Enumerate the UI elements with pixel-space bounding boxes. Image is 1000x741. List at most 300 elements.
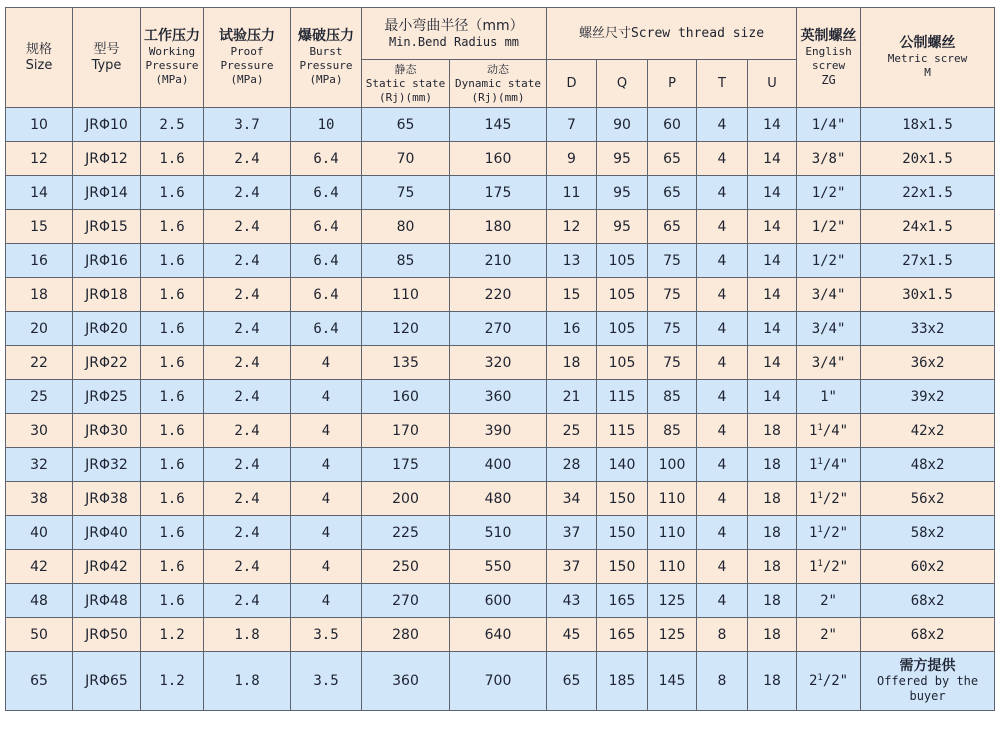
- cell-working: 1.6: [141, 210, 204, 244]
- cell-proof: 1.8: [204, 618, 291, 652]
- cell-burst: 6.4: [291, 278, 362, 312]
- cell-dynamic: 640: [450, 618, 547, 652]
- cell-type: JRΦ18: [73, 278, 141, 312]
- cell-dynamic: 320: [450, 346, 547, 380]
- cell-U: 18: [748, 414, 797, 448]
- cell-D: 12: [547, 210, 597, 244]
- cell-working: 1.2: [141, 652, 204, 711]
- header-bend-radius: [362, 8, 547, 60]
- cell-metric: 68x2: [861, 618, 995, 652]
- cell-english: $1^1/4$": [797, 414, 861, 448]
- cell-D: 65: [547, 652, 597, 711]
- cell-T: 8: [697, 618, 748, 652]
- cell-type: JRΦ12: [73, 142, 141, 176]
- cell-dynamic: 360: [450, 380, 547, 414]
- table-row: [6, 244, 995, 278]
- cell-size: 18: [6, 278, 73, 312]
- header-U: U: [748, 60, 797, 108]
- cell-U: 18: [748, 652, 797, 711]
- cell-static: 200: [362, 482, 450, 516]
- cell-type: JRΦ48: [73, 584, 141, 618]
- cell-Q: 140: [597, 448, 648, 482]
- cell-dynamic: 210: [450, 244, 547, 278]
- cell-T: 4: [697, 482, 748, 516]
- cell-type: JRΦ22: [73, 346, 141, 380]
- cell-dynamic: 145: [450, 108, 547, 142]
- cell-P: 65: [648, 176, 697, 210]
- header-size: [6, 8, 73, 108]
- cell-metric: 30x1.5: [861, 278, 995, 312]
- cell-type: JRΦ42: [73, 550, 141, 584]
- cell-U: 14: [748, 346, 797, 380]
- cell-U: 18: [748, 516, 797, 550]
- cell-proof: 2.4: [204, 142, 291, 176]
- cell-D: 18: [547, 346, 597, 380]
- cell-T: 4: [697, 142, 748, 176]
- cell-metric: 58x2: [861, 516, 995, 550]
- cell-size: 20: [6, 312, 73, 346]
- cell-P: 125: [648, 584, 697, 618]
- cell-burst: 4: [291, 448, 362, 482]
- cell-english: 1/2": [797, 210, 861, 244]
- cell-P: 75: [648, 278, 697, 312]
- cell-U: 14: [748, 380, 797, 414]
- cell-dynamic: 220: [450, 278, 547, 312]
- cell-working: 1.6: [141, 414, 204, 448]
- cell-metric: 68x2: [861, 584, 995, 618]
- cell-size: 16: [6, 244, 73, 278]
- cell-Q: 185: [597, 652, 648, 711]
- cell-size: 50: [6, 618, 73, 652]
- cell-english: 2": [797, 618, 861, 652]
- cell-type: JRΦ10: [73, 108, 141, 142]
- header-size-en: Size: [25, 57, 53, 73]
- cell-type: JRΦ20: [73, 312, 141, 346]
- cell-type: JRΦ40: [73, 516, 141, 550]
- cell-T: 4: [697, 380, 748, 414]
- cell-P: 65: [648, 142, 697, 176]
- cell-dynamic: 270: [450, 312, 547, 346]
- header-working-en1: Working: [148, 45, 196, 58]
- cell-proof: 2.4: [204, 210, 291, 244]
- cell-burst: 4: [291, 380, 362, 414]
- cell-Q: 165: [597, 618, 648, 652]
- header-metric-code: M: [924, 66, 931, 79]
- cell-working: 1.6: [141, 550, 204, 584]
- cell-metric: 39x2: [861, 380, 995, 414]
- cell-D: 21: [547, 380, 597, 414]
- cell-P: 110: [648, 550, 697, 584]
- cell-D: 25: [547, 414, 597, 448]
- cell-Q: 115: [597, 380, 648, 414]
- cell-burst: 6.4: [291, 142, 362, 176]
- cell-working: 1.6: [141, 380, 204, 414]
- cell-size: 12: [6, 142, 73, 176]
- cell-type: JRΦ16: [73, 244, 141, 278]
- header-dynamic-unit: (Rj)(mm): [471, 90, 525, 104]
- cell-metric: 27x1.5: [861, 244, 995, 278]
- cell-working: 1.6: [141, 482, 204, 516]
- cell-proof: 2.4: [204, 346, 291, 380]
- header-type: [73, 8, 141, 108]
- cell-working: 1.6: [141, 346, 204, 380]
- cell-english: $2^1/2$": [797, 652, 861, 711]
- cell-dynamic: 510: [450, 516, 547, 550]
- cell-burst: 6.4: [291, 176, 362, 210]
- cell-P: 75: [648, 312, 697, 346]
- header-proof-unit: (MPa): [230, 73, 264, 86]
- cell-U: 14: [748, 244, 797, 278]
- cell-P: 60: [648, 108, 697, 142]
- cell-metric: 24x1.5: [861, 210, 995, 244]
- cell-T: 4: [697, 346, 748, 380]
- cell-working: 1.2: [141, 618, 204, 652]
- cell-burst: 4: [291, 584, 362, 618]
- cell-metric: 56x2: [861, 482, 995, 516]
- cell-P: 85: [648, 380, 697, 414]
- table-row: [6, 176, 995, 210]
- cell-metric: 48x2: [861, 448, 995, 482]
- cell-Q: 95: [597, 210, 648, 244]
- cell-english: 1/2": [797, 176, 861, 210]
- cell-static: 160: [362, 380, 450, 414]
- header-burst-en1: Burst: [309, 45, 343, 58]
- header-dynamic-cn: 动态: [487, 62, 509, 76]
- header-screw-thread: [547, 8, 797, 60]
- cell-U: 18: [748, 448, 797, 482]
- cell-D: 9: [547, 142, 597, 176]
- cell-proof: 2.4: [204, 278, 291, 312]
- cell-static: 135: [362, 346, 450, 380]
- header-static-en: Static state: [365, 76, 446, 90]
- cell-type: JRΦ65: [73, 652, 141, 711]
- table-row: [6, 312, 995, 346]
- cell-size: 48: [6, 584, 73, 618]
- cell-T: 4: [697, 414, 748, 448]
- table-row: [6, 380, 995, 414]
- cell-burst: 4: [291, 346, 362, 380]
- cell-metric: 36x2: [861, 346, 995, 380]
- cell-static: 250: [362, 550, 450, 584]
- cell-proof: 2.4: [204, 380, 291, 414]
- header-P: P: [648, 60, 697, 108]
- cell-dynamic: 550: [450, 550, 547, 584]
- header-screw-label: 螺丝尺寸Screw thread size: [578, 26, 765, 41]
- cell-D: 43: [547, 584, 597, 618]
- cell-type: JRΦ50: [73, 618, 141, 652]
- header-bend-en: Min.Bend Radius mm: [388, 34, 520, 49]
- cell-proof: 2.4: [204, 584, 291, 618]
- cell-P: 110: [648, 482, 697, 516]
- cell-metric: 18x1.5: [861, 108, 995, 142]
- cell-english: $1^1/4$": [797, 448, 861, 482]
- cell-type: JRΦ30: [73, 414, 141, 448]
- cell-dynamic: 700: [450, 652, 547, 711]
- cell-Q: 105: [597, 312, 648, 346]
- cell-burst: 6.4: [291, 312, 362, 346]
- cell-static: 70: [362, 142, 450, 176]
- cell-D: 15: [547, 278, 597, 312]
- cell-burst: 4: [291, 516, 362, 550]
- cell-D: 11: [547, 176, 597, 210]
- cell-working: 2.5: [141, 108, 204, 142]
- cell-T: 4: [697, 584, 748, 618]
- cell-static: 175: [362, 448, 450, 482]
- cell-U: 14: [748, 210, 797, 244]
- cell-proof: 3.7: [204, 108, 291, 142]
- cell-working: 1.6: [141, 142, 204, 176]
- table-row: [6, 516, 995, 550]
- header-static-cn: 静态: [394, 62, 417, 76]
- header-proof-en2: Pressure: [220, 59, 274, 72]
- cell-static: 280: [362, 618, 450, 652]
- table-row: [6, 618, 995, 652]
- header-working-unit: (MPa): [155, 73, 189, 86]
- cell-dynamic: 400: [450, 448, 547, 482]
- header-english-code: ZG: [821, 73, 836, 87]
- cell-Q: 150: [597, 482, 648, 516]
- cell-Q: 165: [597, 584, 648, 618]
- cell-D: 7: [547, 108, 597, 142]
- cell-metric: 22x1.5: [861, 176, 995, 210]
- cell-size: 38: [6, 482, 73, 516]
- cell-proof: 2.4: [204, 414, 291, 448]
- header-type-en: Type: [91, 57, 122, 73]
- cell-static: 110: [362, 278, 450, 312]
- cell-working: 1.6: [141, 584, 204, 618]
- header-english-en1: English: [805, 45, 852, 58]
- cell-size: 22: [6, 346, 73, 380]
- cell-T: 4: [697, 278, 748, 312]
- cell-D: 37: [547, 550, 597, 584]
- cell-P: 100: [648, 448, 697, 482]
- cell-size: 32: [6, 448, 73, 482]
- cell-static: 270: [362, 584, 450, 618]
- cell-T: 4: [697, 550, 748, 584]
- header-T: T: [697, 60, 748, 108]
- cell-proof: 2.4: [204, 312, 291, 346]
- cell-english: 1/4": [797, 108, 861, 142]
- cell-size: 42: [6, 550, 73, 584]
- cell-D: 16: [547, 312, 597, 346]
- cell-P: 65: [648, 210, 697, 244]
- cell-Q: 95: [597, 176, 648, 210]
- cell-type: JRΦ38: [73, 482, 141, 516]
- cell-proof: 2.4: [204, 550, 291, 584]
- cell-english: 1": [797, 380, 861, 414]
- cell-P: 75: [648, 244, 697, 278]
- table-row: [6, 550, 995, 584]
- header-english-cn: 英制螺丝: [800, 28, 857, 44]
- cell-english: 3/4": [797, 278, 861, 312]
- table-header: [6, 8, 995, 108]
- cell-english: 2": [797, 584, 861, 618]
- cell-metric: 42x2: [861, 414, 995, 448]
- table-row: [6, 448, 995, 482]
- cell-P: 145: [648, 652, 697, 711]
- cell-burst: 6.4: [291, 244, 362, 278]
- cell-size: 30: [6, 414, 73, 448]
- cell-working: 1.6: [141, 176, 204, 210]
- header-proof-cn: 试验压力: [219, 28, 275, 44]
- header-metric-en: Metric screw: [887, 52, 968, 65]
- cell-T: 4: [697, 448, 748, 482]
- cell-Q: 150: [597, 550, 648, 584]
- table-row: [6, 346, 995, 380]
- cell-burst: 3.5: [291, 618, 362, 652]
- cell-static: 80: [362, 210, 450, 244]
- header-english-screw: [797, 8, 861, 108]
- cell-dynamic: 175: [450, 176, 547, 210]
- header-burst-en2: Pressure: [299, 59, 353, 72]
- cell-Q: 105: [597, 278, 648, 312]
- cell-size: 10: [6, 108, 73, 142]
- header-english-en2: screw: [811, 59, 846, 72]
- cell-U: 18: [748, 584, 797, 618]
- cell-U: 14: [748, 312, 797, 346]
- cell-P: 75: [648, 346, 697, 380]
- hose-spec-table: [5, 7, 995, 711]
- header-static-unit: (Rj)(mm): [379, 90, 432, 104]
- cell-metric: 33x2: [861, 312, 995, 346]
- cell-T: 4: [697, 516, 748, 550]
- cell-D: 45: [547, 618, 597, 652]
- cell-Q: 105: [597, 346, 648, 380]
- cell-dynamic: 480: [450, 482, 547, 516]
- cell-T: 4: [697, 108, 748, 142]
- cell-type: JRΦ15: [73, 210, 141, 244]
- header-size-cn: 规格: [25, 41, 52, 57]
- cell-static: 75: [362, 176, 450, 210]
- cell-T: 4: [697, 312, 748, 346]
- cell-type: JRΦ25: [73, 380, 141, 414]
- cell-dynamic: 390: [450, 414, 547, 448]
- header-proof-pressure: [204, 8, 291, 108]
- cell-D: 37: [547, 516, 597, 550]
- cell-Q: 115: [597, 414, 648, 448]
- cell-working: 1.6: [141, 244, 204, 278]
- cell-static: 360: [362, 652, 450, 711]
- header-proof-en1: Proof: [230, 45, 264, 58]
- cell-static: 65: [362, 108, 450, 142]
- header-working-pressure: [141, 8, 204, 108]
- header-static: [362, 60, 450, 108]
- metric-note-cn: 需方提供: [899, 658, 956, 674]
- cell-working: 1.6: [141, 312, 204, 346]
- header-metric-screw: [861, 8, 995, 108]
- cell-Q: 90: [597, 108, 648, 142]
- header-D: D: [547, 60, 597, 108]
- cell-burst: 4: [291, 482, 362, 516]
- cell-proof: 2.4: [204, 516, 291, 550]
- cell-Q: 105: [597, 244, 648, 278]
- cell-proof: 1.8: [204, 652, 291, 711]
- cell-english: 1/2": [797, 244, 861, 278]
- cell-burst: 3.5: [291, 652, 362, 711]
- cell-U: 14: [748, 278, 797, 312]
- cell-static: 85: [362, 244, 450, 278]
- cell-P: 85: [648, 414, 697, 448]
- cell-P: 110: [648, 516, 697, 550]
- header-burst-unit: (MPa): [309, 73, 343, 86]
- header-working-en2: Pressure: [145, 59, 199, 72]
- cell-dynamic: 600: [450, 584, 547, 618]
- table-body: [6, 108, 995, 711]
- table-row: [6, 278, 995, 312]
- cell-T: 4: [697, 176, 748, 210]
- cell-static: 225: [362, 516, 450, 550]
- cell-size: 25: [6, 380, 73, 414]
- cell-metric: [861, 652, 995, 711]
- table-row: [6, 414, 995, 448]
- header-burst-cn: 爆破压力: [298, 28, 354, 44]
- cell-metric: 60x2: [861, 550, 995, 584]
- header-dynamic: [450, 60, 547, 108]
- cell-working: 1.6: [141, 516, 204, 550]
- cell-dynamic: 180: [450, 210, 547, 244]
- cell-size: 14: [6, 176, 73, 210]
- cell-D: 28: [547, 448, 597, 482]
- cell-size: 15: [6, 210, 73, 244]
- cell-U: 14: [748, 176, 797, 210]
- cell-dynamic: 160: [450, 142, 547, 176]
- header-working-cn: 工作压力: [144, 28, 200, 44]
- table-row: [6, 142, 995, 176]
- cell-T: 8: [697, 652, 748, 711]
- cell-burst: 4: [291, 550, 362, 584]
- table-row: [6, 108, 995, 142]
- cell-U: 18: [748, 482, 797, 516]
- cell-U: 14: [748, 108, 797, 142]
- cell-U: 18: [748, 618, 797, 652]
- cell-P: 125: [648, 618, 697, 652]
- cell-Q: 95: [597, 142, 648, 176]
- table-row: [6, 482, 995, 516]
- cell-U: 14: [748, 142, 797, 176]
- cell-burst: 10: [291, 108, 362, 142]
- cell-english: 3/4": [797, 312, 861, 346]
- metric-note-en: Offered by the buyer: [876, 674, 979, 703]
- cell-static: 170: [362, 414, 450, 448]
- header-burst-pressure: [291, 8, 362, 108]
- header-metric-cn: 公制螺丝: [899, 35, 956, 51]
- cell-D: 34: [547, 482, 597, 516]
- cell-D: 13: [547, 244, 597, 278]
- cell-english: $1^1/2$": [797, 516, 861, 550]
- cell-T: 4: [697, 210, 748, 244]
- cell-burst: 6.4: [291, 210, 362, 244]
- cell-english: $1^1/2$": [797, 482, 861, 516]
- cell-english: 3/8": [797, 142, 861, 176]
- header-dynamic-en: Dynamic state: [454, 76, 542, 90]
- cell-burst: 4: [291, 414, 362, 448]
- header-bend-cn: 最小弯曲半径（mm）: [384, 17, 524, 34]
- cell-T: 4: [697, 244, 748, 278]
- cell-size: 40: [6, 516, 73, 550]
- cell-proof: 2.4: [204, 176, 291, 210]
- cell-static: 120: [362, 312, 450, 346]
- cell-proof: 2.4: [204, 482, 291, 516]
- cell-U: 18: [748, 550, 797, 584]
- cell-type: JRΦ32: [73, 448, 141, 482]
- cell-type: JRΦ14: [73, 176, 141, 210]
- cell-metric: 20x1.5: [861, 142, 995, 176]
- table-row: [6, 210, 995, 244]
- cell-proof: 2.4: [204, 448, 291, 482]
- cell-proof: 2.4: [204, 244, 291, 278]
- cell-english: $1^1/2$": [797, 550, 861, 584]
- header-type-cn: 型号: [93, 41, 120, 57]
